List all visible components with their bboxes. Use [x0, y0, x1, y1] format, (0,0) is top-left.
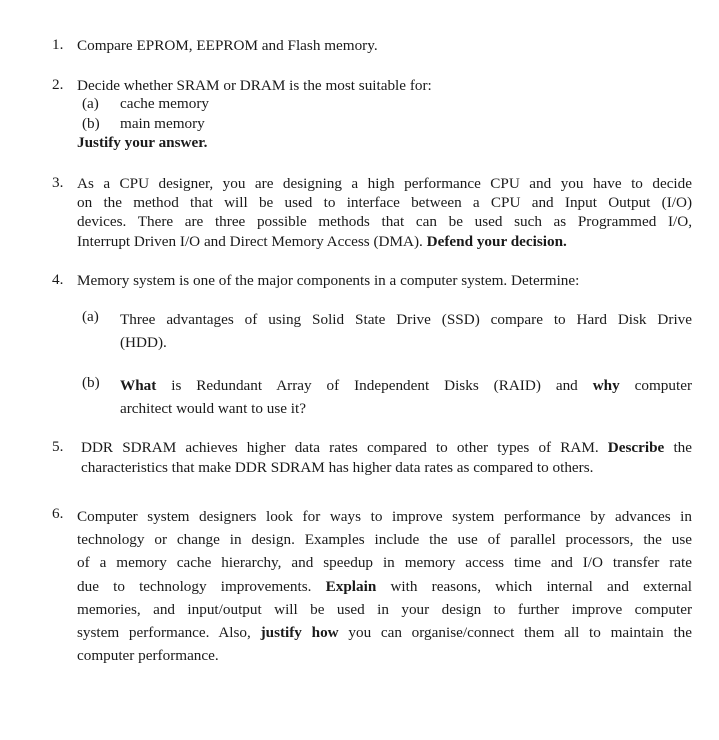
question-text — [77, 505, 692, 667]
text-line: due to technology improvements. Explain with reasons, which internal and external — [77, 577, 693, 595]
question-text: Compare EPROM, EEPROM and Flash memory. — [77, 37, 378, 54]
question-6 — [52, 505, 692, 667]
question-text — [77, 174, 692, 251]
question-number: 4. — [52, 271, 64, 288]
text-line: architect would want to use it? — [120, 400, 306, 417]
question-4-option-a — [82, 308, 692, 354]
text-line: devices. There are three possible methods that can be used such as Programmed I/O, — [77, 213, 692, 231]
question-text — [81, 438, 692, 478]
option-label: (b) — [82, 115, 100, 132]
question-2-option-b — [82, 115, 205, 133]
question-text: Memory system is one of the major components in a computer system. Determine: — [77, 272, 580, 289]
option-label: (b) — [82, 374, 100, 391]
question-2-instruction — [77, 134, 207, 152]
question-5 — [52, 438, 692, 478]
option-text — [120, 308, 692, 354]
text-line: DDR SDRAM achieves higher data rates compared to other types of RAM. Describe the — [81, 439, 692, 456]
text-line: Computer system designers look for ways to improve system performance by advances in — [77, 508, 692, 525]
text-line: Interrupt Driven I/O and Direct Memory Access (DMA). Defend your decision. — [77, 232, 567, 250]
text-line: As a CPU designer, you are designing a high performance CPU and you have to decide — [77, 175, 692, 192]
text-line: of a memory cache hierarchy, and speedup in memory access time and I/O transfer rate — [77, 554, 692, 572]
instruction-text: Justify your answer. — [77, 134, 208, 151]
question-number: 2. — [52, 76, 64, 93]
text-line: on the method that will be used to interface between a CPU and Input Output (I/O) — [77, 194, 692, 212]
option-label: (a) — [82, 95, 99, 112]
text-line: (HDD). — [120, 334, 167, 351]
question-text: Decide whether SRAM or DRAM is the most suitable for: — [77, 77, 432, 94]
text-line: Three advantages of using Solid State Drive (SSD) compare to Hard Disk Drive — [120, 311, 692, 328]
question-1 — [52, 36, 692, 55]
question-4 — [52, 271, 692, 290]
question-4-option-b — [82, 374, 692, 420]
question-3 — [52, 174, 692, 251]
option-text: cache memory — [120, 95, 209, 112]
text-line: memories, and input/output will be used in your design to further improve computer — [77, 600, 692, 618]
question-2-option-a — [82, 95, 209, 113]
question-number: 1. — [52, 36, 64, 53]
text-line: What is Redundant Array of Independent Disks (RAID) and why computer — [120, 377, 693, 394]
option-label: (a) — [82, 308, 99, 325]
question-number: 6. — [52, 505, 64, 522]
option-text: main memory — [120, 115, 205, 132]
option-text — [120, 374, 692, 420]
question-2 — [52, 76, 692, 95]
question-number: 3. — [52, 174, 64, 191]
text-line: system performance. Also, justify how you can organise/connect them all to maintain the — [77, 624, 692, 642]
text-line: characteristics that make DDR SDRAM has higher data rates as compared to others. — [81, 459, 594, 476]
instruction-text: Defend your decision. — [426, 232, 567, 250]
text-line: computer performance. — [77, 647, 219, 665]
question-number: 5. — [52, 438, 64, 455]
text-line: technology or change in design. Examples include the use of parallel processors, the use — [77, 531, 692, 549]
